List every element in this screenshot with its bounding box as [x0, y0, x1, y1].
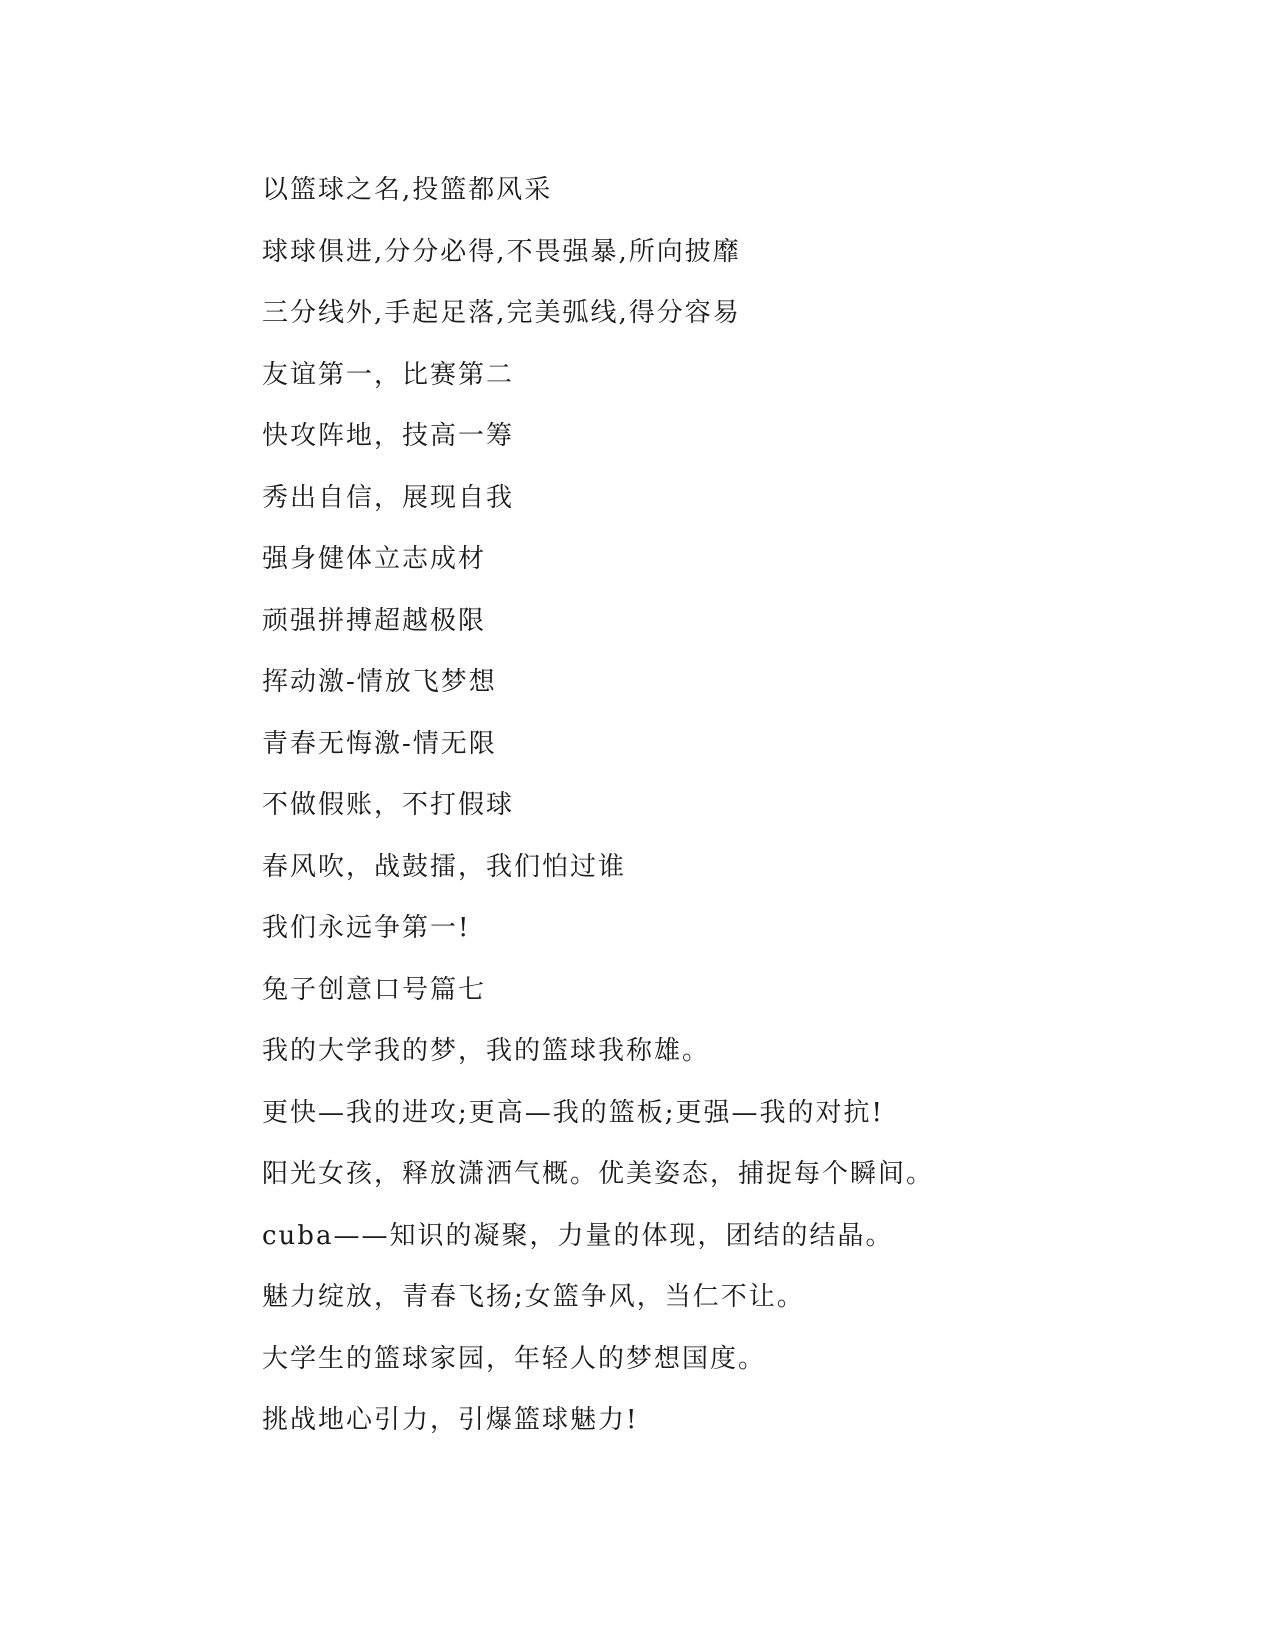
text-line: 秀出自信，展现自我	[262, 482, 515, 513]
text-line: 青春无悔激-情无限	[262, 728, 497, 759]
document-body	[262, 170, 1022, 1462]
text-line: 快攻阵地，技高一筹	[262, 421, 515, 451]
text-line: 我的大学我的梦，我的篮球我称雄。	[262, 1036, 711, 1066]
text-line: 大学生的篮球家园，年轻人的梦想国度。	[262, 1343, 767, 1374]
text-line: 魅力绽放，青春飞扬;女篮争风，当仁不让。	[262, 1282, 805, 1312]
section-heading: 兔子创意口号篇七	[262, 974, 487, 1005]
text-line: 友谊第一，比赛第二	[262, 359, 515, 390]
text-line: 以篮球之名,投篮都风采	[262, 175, 553, 205]
text-line: 球球俱进,分分必得,不畏强暴,所向披靡	[262, 236, 741, 267]
text-line: 强身健体立志成材	[262, 544, 487, 574]
text-line: 顽强拼搏超越极限	[262, 605, 487, 636]
text-line: 阳光女孩，释放潇洒气概。优美姿态，捕捉每个瞬间。	[262, 1159, 935, 1189]
text-line: 挑战地心引力，引爆篮球魅力!	[262, 1405, 639, 1435]
text-line: cuba——知识的凝聚，力量的体现，团结的结晶。	[262, 1220, 894, 1251]
text-line: 我们永远争第一!	[262, 913, 471, 943]
text-line: 不做假账，不打假球	[262, 790, 515, 820]
text-line: 春风吹，战鼓擂，我们怕过谁	[262, 851, 627, 882]
text-line: 挥动激-情放飞梦想	[262, 667, 497, 697]
text-line: 更快—我的进攻;更高—我的篮板;更强—我的对抗!	[262, 1097, 884, 1128]
text-line: 三分线外,手起足落,完美弧线,得分容易	[262, 298, 741, 328]
